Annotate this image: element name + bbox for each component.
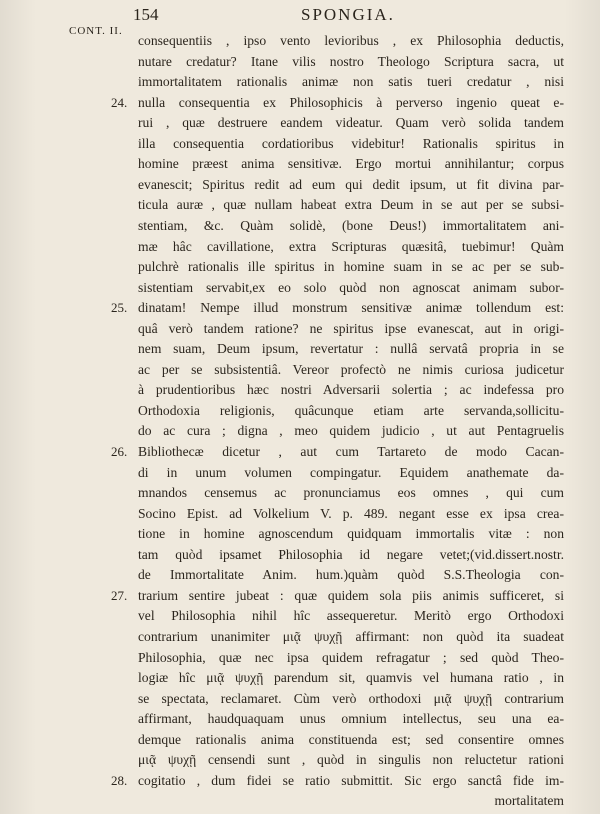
margin-section-number: 26. bbox=[111, 444, 128, 459]
text-line: ticula auræ , quæ nullam habeat extra Deum in se aut per se subsi- bbox=[138, 197, 564, 213]
text-line: mortalitatem bbox=[494, 793, 564, 809]
text-line: tione in homine agnoscendum quidquam immortalis vitæ : non bbox=[138, 526, 564, 542]
text-line: quâ verò tandem ratione? ne spiritus ipse evanescat, aut in origi- bbox=[138, 320, 564, 336]
text-line: mæ hâc cavillatione, extra Scripturas quæsitâ, tuebimur! Quàm bbox=[138, 238, 564, 254]
margin-section-number: 25. bbox=[111, 300, 128, 316]
text-line: Bibliothecæ dicetur , aut cum Tartareto de modo Cacan- bbox=[138, 444, 564, 459]
page-header bbox=[0, 2, 600, 24]
text-line: consequentiis , ipso vento levioribus , ex Philosophia deductis, bbox=[138, 33, 564, 48]
text-line: logiæ hîc μιᾷ ψυχῇ parendum sit, quamvis vel humana ratio , in bbox=[138, 670, 564, 686]
signature-mark: CONT. II. bbox=[69, 25, 123, 37]
text-line: se spectata, reclamaret. Cùm verò orthodoxi μιᾷ ψυχῇ contrarium bbox=[138, 690, 564, 706]
text-line: mnandos censemus ac pronunciamus eos omnes , qui cum bbox=[138, 485, 564, 501]
text-line: nulla consequentia ex Philosophicis à perverso ingenio queat e- bbox=[138, 94, 564, 110]
text-line: de Immortalitate Anim. hum.)quàm quòd S.S.Theologia con- bbox=[138, 567, 564, 583]
text-line: Orthodoxia religionis, quâcunque etiam arte servanda,sollicitu- bbox=[138, 402, 564, 418]
text-line: dinatam! Nempe illud monstrum sensitivæ animæ tollendum est: bbox=[138, 300, 564, 316]
running-head: SPONGIA. bbox=[301, 5, 395, 24]
text-line: illa consequentia cordatioribus videbitur! Rationalis spiritus in bbox=[138, 135, 564, 151]
text-line: demque rationalis anima constituenda est; sed consentire omnes bbox=[138, 731, 564, 747]
text-line: contrarium unanimiter μιᾷ ψυχῇ affirmant: non quòd ita suadeat bbox=[138, 628, 564, 644]
text-line: pulchrè rationalis ille spiritus in homine suam in se ac per se sub- bbox=[138, 259, 564, 275]
page-number: 154 bbox=[133, 5, 159, 24]
margin-section-number: 24. bbox=[111, 94, 128, 110]
text-line: di in unum volumen compingatur. Equidem anathemate da- bbox=[138, 464, 564, 480]
text-line: cogitatio , dum fidei se ratio submittit. Sic ergo sanctâ fide im- bbox=[138, 772, 564, 788]
text-line: ac per se subsistentiâ. Vereor profectò ne nimis curiosa judicetur bbox=[138, 361, 564, 377]
text-line: immortalitatem rationalis animæ non satis tueri credatur , nisi bbox=[138, 74, 564, 90]
text-line: à prudentioribus hæc nostri Adversarii solertia ; ac indefessa pro bbox=[138, 382, 564, 398]
text-line: Socino Epist. ad Volkelium V. p. 489. negant esse ex ipsa crea- bbox=[138, 505, 564, 521]
text-line: trarium sentire jubeat : quæ quidem sola piis animis sufficeret, si bbox=[138, 587, 564, 603]
text-line: μιᾷ ψυχῇ censendi sunt , quòd in singulis non reluctetur rationi bbox=[138, 752, 564, 768]
text-line: nem suam, Deum ipsum, revertatur : nullâ servatâ propria in se bbox=[138, 341, 564, 357]
text-line: rui , quæ destruere eandem videatur. Quam verò solida tandem bbox=[138, 115, 564, 131]
text-line: sistentiam servabit,ex eo solo quòd non agnoscat animam subor- bbox=[138, 279, 564, 295]
margin-section-number: 27. bbox=[111, 587, 128, 603]
text-line: affirmant, haudquaquam unus omnium intellectus, seu una ea- bbox=[138, 711, 564, 727]
text-line: Philosophia, quæ nec ipsa quidem refragatur ; sed quòd Theo- bbox=[138, 649, 564, 665]
text-line: vel Philosophia nihil hîc assequeretur. Meritò ergo Orthodoxi bbox=[138, 608, 564, 624]
text-line: homine præest anima sensitivæ. Ergo mortui annihilantur; corpus bbox=[138, 156, 564, 172]
text-line: evanescit; Spiritus redit ad eum qui dedit ipsum, ut fit divina par- bbox=[138, 176, 564, 192]
text-line: do ac cura ; digna , meo quidem judicio , ut aut Pentagruelis bbox=[138, 423, 564, 439]
margin-section-number: 28. bbox=[111, 772, 128, 788]
text-line: nutare credatur? Itane vilis nostro Theologo Scriptura sacra, ut bbox=[138, 53, 564, 69]
text-line: stentiam, &c. Quàm solidè, (bone Deus!) immortalitatem ani- bbox=[138, 217, 564, 233]
text-line: tam quòd ipsamet Philosophia id negare vetet;(vid.dissert.nostr. bbox=[138, 546, 564, 562]
